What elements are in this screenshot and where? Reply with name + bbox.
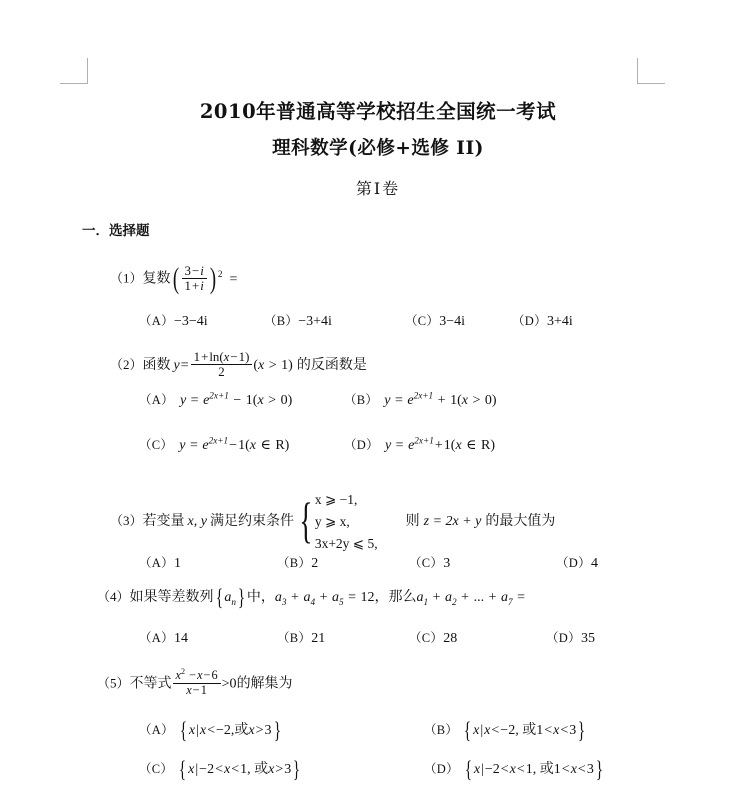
question-1-option-b[interactable] xyxy=(264,311,332,330)
option-tag: （D） xyxy=(556,556,591,570)
question-3-stem xyxy=(110,489,555,555)
question-2-fraction xyxy=(191,350,253,380)
crop-mark-horizontal-line xyxy=(637,83,665,84)
question-3-stem-text-c: 则 xyxy=(405,513,420,530)
option-tag: （B） xyxy=(344,393,379,407)
question-3-option-d[interactable] xyxy=(556,553,598,572)
option-tag: （A） xyxy=(139,723,174,738)
option-text: −3−4i xyxy=(173,314,208,329)
question-5-option-d[interactable] xyxy=(424,757,605,783)
question-4-option-b[interactable] xyxy=(277,628,325,647)
question-3-stem-text-d: 的最大值为 xyxy=(485,513,556,530)
option-tag: （D） xyxy=(546,631,581,645)
question-3-option-b[interactable] xyxy=(277,553,318,572)
question-4-stem xyxy=(97,585,526,611)
option-tag: （A） xyxy=(139,556,174,570)
question-2-domain: (x > 1) xyxy=(253,358,293,374)
question-3-stem-text-a: 若变量 xyxy=(142,513,185,530)
question-5-relation: >0 xyxy=(221,676,237,692)
left-curly-brace-icon: { xyxy=(299,493,313,549)
option-exponent: 2x+1 xyxy=(413,390,434,401)
question-3-objective: z = 2x + y xyxy=(423,514,482,530)
option-exponent: 2x+1 xyxy=(209,390,229,401)
question-1-option-c[interactable] xyxy=(405,311,465,330)
option-text: $y = e^{2x+1}-1(x$ ∈ R) xyxy=(179,435,290,453)
question-2-stem xyxy=(110,351,367,381)
question-5-number: （5） xyxy=(97,675,130,691)
question-4-number: （4） xyxy=(97,589,130,605)
option-tag: （C） xyxy=(139,438,174,452)
crop-mark-top-left xyxy=(60,58,88,84)
question-2-option-b[interactable] xyxy=(344,390,497,409)
option-text: 28 xyxy=(443,631,458,646)
question-3-system-of-inequalities xyxy=(294,489,378,555)
crop-mark-vertical-line xyxy=(87,58,88,84)
system-row-1: x ⩾ −1, xyxy=(314,492,358,507)
question-5-stem-text-b: 的解集为 xyxy=(236,675,293,692)
option-text: −3+4i xyxy=(298,314,332,329)
option-tag: （D） xyxy=(512,314,547,328)
option-tag: （D） xyxy=(344,438,379,452)
option-text: 21 xyxy=(311,631,326,646)
equals-sign: = xyxy=(229,271,238,287)
option-text: { x|−2<x<1, 或1<x<3} xyxy=(464,756,603,782)
question-1-option-a[interactable] xyxy=(139,311,208,330)
question-3-variables: x, y xyxy=(187,514,207,530)
option-text: 3−4i xyxy=(439,314,466,329)
system-row-3: 3x+2y ⩽ 5, xyxy=(314,535,378,551)
question-1-option-d[interactable] xyxy=(512,311,573,330)
option-text: { x|−2<x<1, 或x>3} xyxy=(179,756,301,782)
fraction-numerator: 3−i xyxy=(184,263,204,278)
paper-part-label: 第Ⅰ卷 xyxy=(355,179,401,198)
question-5-stem-text-a: 不等式 xyxy=(129,675,172,692)
question-4-stem-text-a: 如果等差数列 xyxy=(129,589,214,606)
option-tag: （B） xyxy=(264,314,299,328)
question-2-stem-text-a: 函数 xyxy=(142,357,171,374)
question-2-option-c[interactable] xyxy=(139,435,289,454)
system-rows xyxy=(315,489,378,555)
question-1-stem xyxy=(110,262,238,297)
option-tag: （B） xyxy=(424,723,459,738)
option-tag: （C） xyxy=(139,762,174,777)
question-2-option-a[interactable] xyxy=(139,390,292,409)
question-1-fraction xyxy=(182,264,207,294)
fraction-denominator: 1+i xyxy=(182,278,207,293)
system-row-2: y ⩾ x, xyxy=(314,513,350,529)
option-tag: （B） xyxy=(277,631,312,645)
option-tag: （C） xyxy=(409,631,444,645)
option-text: $y = e^{2x+1}+1(x$ ∈ R) xyxy=(384,435,496,453)
question-2-option-d[interactable] xyxy=(344,435,495,454)
question-3-stem-text-b: 满足约束条件 xyxy=(209,513,294,530)
crop-mark-top-right xyxy=(637,58,665,84)
question-4-ask: $a_1 + a_2$ + ... + $a_7$ = xyxy=(416,590,526,608)
option-tag: （A） xyxy=(139,631,174,645)
fraction-denominator: 2 xyxy=(191,364,253,379)
option-exponent: 2x+1 xyxy=(208,435,229,446)
option-tag: （A） xyxy=(139,393,174,407)
option-exponent: 2x+1 xyxy=(414,435,434,446)
question-2-stem-text-b: 的反函数是 xyxy=(296,357,367,374)
crop-mark-vertical-line xyxy=(637,58,638,84)
fraction-denominator: x−1 xyxy=(173,683,221,698)
question-4-option-c[interactable] xyxy=(409,628,457,647)
question-4-sequence: { $a_n$} xyxy=(215,584,246,610)
exam-title: 2010年普通高等学校招生全国统一考试 xyxy=(199,100,557,123)
option-text: 35 xyxy=(580,631,595,646)
question-4-stem-text-c: ，那么 xyxy=(374,589,417,606)
option-text: $y = e^{2x+1} + 1(x > 0)$ xyxy=(384,390,497,408)
question-4-given: $a_3 + a_4 + a_5 = 12$ xyxy=(274,590,375,608)
question-5-option-b[interactable] xyxy=(424,718,587,744)
question-5-option-a[interactable] xyxy=(139,718,282,744)
option-text: 3 xyxy=(443,556,451,571)
question-4-option-a[interactable] xyxy=(139,628,188,647)
left-paren-icon: ( xyxy=(172,261,179,295)
option-tag: （D） xyxy=(424,762,459,777)
question-5-stem xyxy=(97,666,293,699)
question-2-number: （2） xyxy=(110,357,143,373)
question-1-number: （1） xyxy=(110,270,143,286)
option-text: 1 xyxy=(173,556,181,571)
option-text: $y = e^{2x+1} - 1(x > 0)$ xyxy=(179,390,293,408)
right-paren-icon: ) xyxy=(209,261,216,295)
question-1-stem-text: 复数 xyxy=(142,270,171,287)
question-5-fraction xyxy=(173,666,221,698)
option-text: 2 xyxy=(311,556,319,571)
option-tag: （C） xyxy=(405,314,440,328)
question-5-option-c[interactable] xyxy=(139,757,302,783)
question-2-variable-y: y xyxy=(173,358,180,374)
fraction-numerator: 1+ln(x−1) xyxy=(193,350,250,364)
question-1-exponent: 2 xyxy=(217,269,223,280)
question-4-stem-text-b: 中， xyxy=(246,589,275,606)
question-4-option-d[interactable] xyxy=(546,628,595,647)
option-text: { x|x<−2,或x>3} xyxy=(179,717,281,743)
exam-subtitle: 理科数学(必修+选修 II) xyxy=(272,138,484,159)
crop-mark-horizontal-line xyxy=(60,83,88,84)
equals-sign: = xyxy=(180,358,189,374)
question-3-option-c[interactable] xyxy=(409,553,450,572)
question-3-number: （3） xyxy=(110,513,143,529)
option-text: 4 xyxy=(590,556,598,571)
option-tag: （A） xyxy=(139,314,174,328)
option-tag: （B） xyxy=(277,556,312,570)
section-heading-multiple-choice: 一．选择题 xyxy=(82,223,150,239)
option-tag: （C） xyxy=(409,556,444,570)
option-text: 3+4i xyxy=(546,314,573,329)
question-3-option-a[interactable] xyxy=(139,553,181,572)
option-text: 14 xyxy=(173,631,188,646)
option-text: { x|x<−2, 或1<x<3} xyxy=(464,717,586,743)
fraction-numerator: $x^2 -x-6$ xyxy=(175,666,218,682)
